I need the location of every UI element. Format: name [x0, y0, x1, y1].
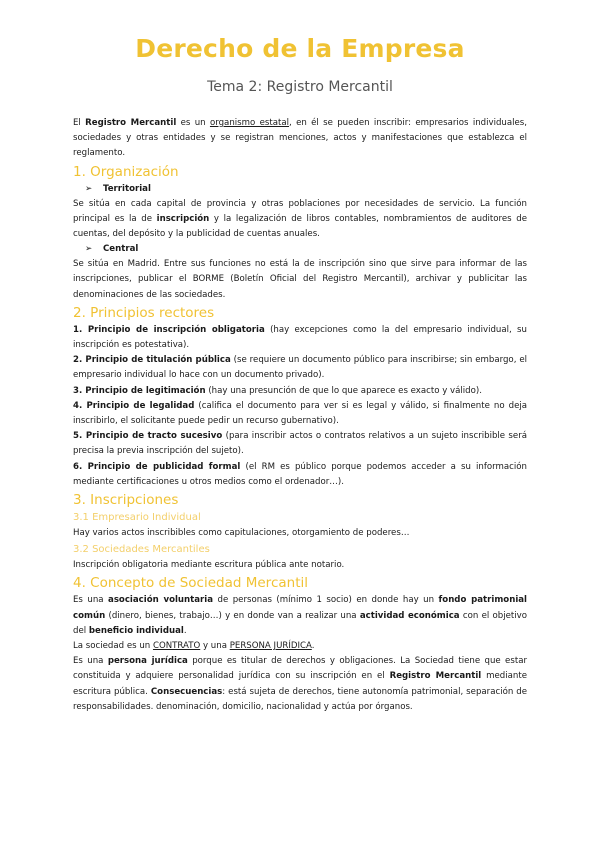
concepto-paragraph-2: [73, 639, 527, 654]
subheading-sociedades-mercantiles: 3.2 Sociedades Mercantiles: [73, 544, 210, 556]
empresario-paragraph: Hay varios actos inscribibles como capitulaciones, otorgamiento de poderes…: [73, 528, 410, 539]
central-paragraph: Se sitúa en Madrid. Entre sus funciones no está la de inscripción sino que sirve para informar de las inscripciones, publicar el BORME (Boletín Oficial del Registro Mercantil), archivar y publicitar las denominaciones de las sociedades.: [73, 259, 527, 300]
territorial-paragraph: [73, 197, 527, 243]
document-subtitle: Tema 2: Registro Mercantil: [207, 79, 393, 95]
text: Se sitúa en cada capital de provincia y otras poblaciones por necesidades de servicio. La función principal es la de: [73, 198, 527, 224]
section-heading-concepto: 4. Concepto de Sociedad Mercantil: [73, 575, 308, 592]
document-body: [73, 116, 527, 715]
principle-text: (para inscribir actos o contratos relativos a un sujeto inscribible será precisa la previa inscripción del sujeto).: [73, 431, 527, 457]
text: y la legalización de libros contables, nombramientos de auditores de cuentas, del depósito y la publicidad de cuentas anuales.: [73, 213, 527, 240]
principle-title: 4. Principio de legalidad: [73, 400, 195, 411]
principle-title: 2. Principio de titulación pública: [73, 355, 231, 366]
text: El: [73, 118, 86, 128]
text: La sociedad es un: [73, 641, 153, 652]
term: inscripción: [156, 213, 210, 224]
principle-text: (hay una presunción de que lo que aparece es exacto y válido).: [205, 385, 482, 396]
principle-text: (califica el documento para ver si es legal y válido, si finalmente no deja inscribirlo, el solicitante puede pedir un recurso gubernativo).: [73, 400, 528, 427]
principle-item: [73, 429, 527, 459]
term: fondo patrimonial común: [73, 595, 528, 621]
term-registro-mercantil: Registro Mercantil: [85, 118, 177, 128]
text: Es una: [73, 595, 109, 606]
intro-paragraph: [73, 116, 527, 162]
text: Es una: [73, 656, 108, 667]
text: (dinero, bienes, trabajo…) y en donde van a realizar una: [105, 610, 360, 621]
bullet-label: Territorial: [103, 183, 151, 194]
principle-title: 3. Principio de legitimación: [73, 385, 206, 396]
text: .: [183, 625, 187, 636]
text: de personas (mínimo 1 socio) en donde hay un: [213, 595, 439, 606]
section-heading-inscripciones: 3. Inscripciones: [73, 492, 179, 509]
bullet-central: [85, 242, 527, 257]
principle-item: [73, 353, 527, 383]
text: porque es titular de derechos y obligaciones. La Sociedad tiene que estar constituida y adquiere personalidad jurídica con su inscripción en el: [73, 656, 527, 682]
concepto-paragraph-3: [73, 654, 527, 715]
text: : está sujeta de derechos, tiene autonomía patrimonial, separación de responsabilidades. denominación, domicilio, nacionalidad y actúa por órganos.: [73, 686, 528, 712]
term: asociación voluntaria: [108, 595, 214, 606]
principle-item: [73, 460, 527, 490]
document-title: Derecho de la Empresa: [135, 34, 465, 63]
term: persona jurídica: [107, 656, 188, 667]
term: beneficio individual: [88, 625, 184, 636]
text: .: [311, 641, 315, 652]
principle-item: [73, 384, 527, 399]
term: Registro Mercantil: [389, 671, 482, 682]
principle-item: [73, 399, 527, 429]
principle-text: (se requiere un documento público para inscribirse; sin embargo, el empresario individual lo hace con un documento privado).: [73, 355, 527, 381]
arrow-bullet-icon: ➢: [85, 183, 93, 194]
text: con el objetivo del: [73, 610, 527, 636]
term-contrato: CONTRATO: [152, 641, 201, 652]
term-organismo-estatal: organismo estatal: [209, 118, 290, 128]
text: , en él se pueden inscribir: empresarios individuales, sociedades y otras entidades y se registran menciones, actos y manifestaciones que establezca el reglamento.: [73, 118, 528, 159]
text: y una: [200, 641, 230, 652]
principle-text: (el RM es público porque podemos acceder a su información mediante certificaciones u otros medios como el ordenador…).: [73, 461, 527, 487]
principle-title: 5. Principio de tracto sucesivo: [73, 431, 223, 442]
arrow-bullet-icon: ➢: [85, 244, 93, 255]
principle-title: 1. Principio de inscripción obligatoria: [73, 324, 265, 335]
subheading-empresario-individual: 3.1 Empresario Individual: [73, 512, 201, 524]
principle-text: (hay excepciones como la del empresario individual, su inscripción es potestativa).: [73, 324, 527, 351]
bullet-label: Central: [103, 244, 139, 255]
term: Consecuencias: [150, 686, 223, 697]
term: actividad económica: [359, 610, 460, 621]
text: es un: [176, 118, 210, 128]
text: mediante escritura pública.: [73, 671, 527, 697]
section-heading-principios: 2. Principios rectores: [73, 304, 215, 321]
principle-title: 6. Principio de publicidad formal: [73, 461, 241, 472]
sociedades-paragraph: Inscripción obligatoria mediante escritura pública ante notario.: [73, 560, 345, 571]
concepto-paragraph-1: [73, 593, 527, 639]
bullet-territorial: [85, 182, 527, 197]
term-persona-juridica: PERSONA JURÍDICA: [229, 641, 312, 652]
section-heading-organizacion: 1. Organización: [73, 163, 179, 180]
principle-item: [73, 323, 527, 353]
